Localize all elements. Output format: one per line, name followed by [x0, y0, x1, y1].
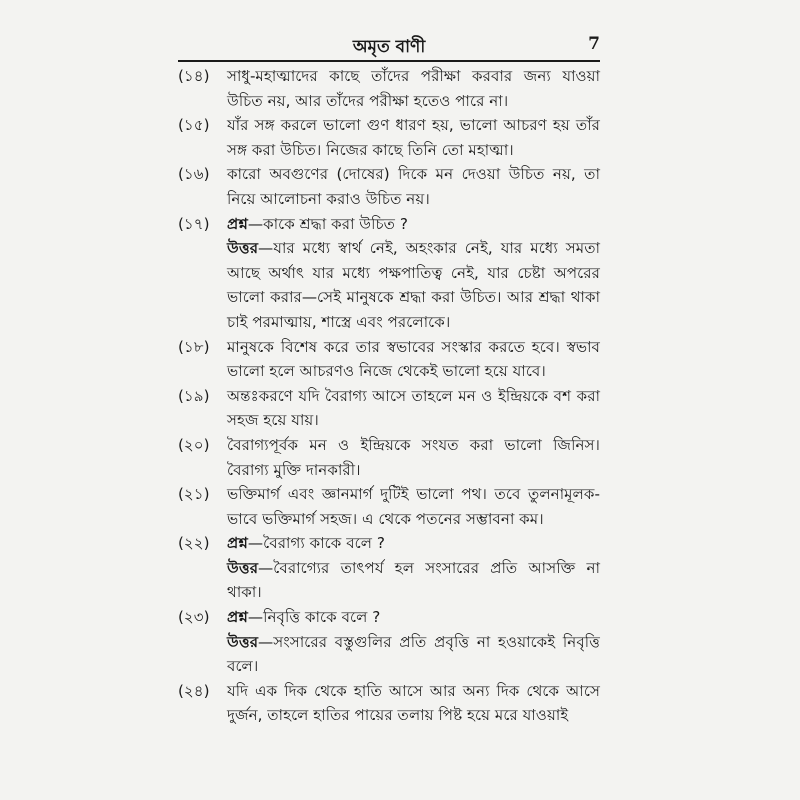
entry-text: অন্তঃকরণে যদি বৈরাগ্য আসে তাহলে মন ও ইন্দ্রিয়কে বশ করা সহজ হয়ে যায়। — [227, 386, 600, 430]
entry-text: কারো অবগুণের (দোষের) দিকে মন দেওয়া উচিত নয়, তা নিয়ে আলোচনা করাও উচিত নয়। — [227, 165, 600, 208]
entry-text: মানুষকে বিশেষ করে তার স্বভাবের সংস্কার করতে হবে। স্বভাব ভালো হলে আচরণও নিজে থেকেই ভালো হয়ে যাবে। — [227, 337, 600, 381]
answer-label: উত্তর — [227, 558, 259, 577]
question-line — [227, 605, 600, 630]
entry-number: (১৭) — [178, 214, 210, 233]
answer-text: —সংসারের বস্তুগুলির প্রতি প্রবৃত্তি না হওয়াকেই নিবৃত্তি বলে। — [227, 632, 600, 676]
entry-17 — [178, 212, 600, 335]
answer-text: —যার মধ্যে স্বার্থ নেই, অহংকার নেই, যার মধ্যে সমতা আছে অর্থাৎ যার মধ্যে পক্ষপাতিত্ব নেই, যার চেষ্টা অপরের ভালো করার—সেই মানুষকে শ্রদ্ধা করা উচিত। আর শ্রদ্ধা থাকা চাই পরমাত্মায়, শাস্ত্রে এবং পরলোকে। — [227, 239, 600, 331]
entry-16 — [178, 162, 600, 211]
question-text: —নিবৃত্তি কাকে বলে ? — [247, 608, 381, 627]
question-label: প্রশ্ন — [227, 608, 248, 627]
entry-number: (১৯) — [178, 386, 210, 405]
entry-24 — [178, 679, 600, 728]
entry-text: যাঁর সঙ্গ করলে ভালো গুণ ধারণ হয়, ভালো আচরণ হয় তাঁর সঙ্গ করা উচিত। নিজের কাছে তিনি তো মহাত্মা। — [227, 116, 600, 159]
page-body — [178, 64, 600, 728]
entry-text: বৈরাগ্যপূর্বক মন ও ইন্দ্রিয়কে সংযত করা ভালো জিনিস। বৈরাগ্য মুক্তি দানকারী। — [227, 435, 600, 479]
question-text: —কাকে শ্রদ্ধা করা উচিত ? — [247, 214, 408, 233]
entry-23 — [178, 605, 600, 679]
header-rule — [178, 60, 600, 62]
entry-14 — [178, 64, 600, 113]
entry-text: সাধু-মহাত্মাদের কাছে তাঁদের পরীক্ষা করবার জন্য যাওয়া উচিত নয়, আর তাঁদের পরীক্ষা হতেও পারে না। — [227, 67, 600, 110]
entry-number: (১৬) — [178, 165, 210, 184]
answer-line — [227, 556, 600, 605]
answer-label: উত্তর — [227, 632, 259, 651]
entry-19 — [178, 384, 600, 433]
entry-number: (১৪) — [178, 67, 210, 85]
entry-number: (১৫) — [178, 116, 210, 135]
entry-text: যদি এক দিক থেকে হাতি আসে আর অন্য দিক থেকে আসে দুর্জন, তাহলে হাতির পায়ের তলায় পিষ্ট হয়ে মরে যাওয়াই — [227, 681, 600, 725]
answer-label: উত্তর — [227, 239, 259, 258]
question-label: প্রশ্ন — [227, 534, 248, 553]
entry-text: ভক্তিমার্গ এবং জ্ঞানমার্গ দুটিই ভালো পথ। তবে তুলনামূলক-ভাবে ভক্তিমার্গ সহজ। এ থেকে পতনের সম্ভাবনা কম। — [227, 485, 600, 528]
entry-22 — [178, 531, 600, 605]
entry-20 — [178, 433, 600, 482]
entry-number: (১৮) — [178, 337, 210, 356]
entry-number: (২২) — [178, 534, 210, 553]
entry-number: (২১) — [178, 485, 210, 504]
entry-number: (২০) — [178, 435, 210, 454]
entry-15 — [178, 113, 600, 162]
page-number: 7 — [588, 34, 600, 54]
entry-number: (২৩) — [178, 608, 210, 627]
answer-line — [227, 630, 600, 679]
question-line — [227, 531, 600, 556]
header-title: অমৃত বাণী — [352, 37, 426, 57]
answer-text: —বৈরাগ্যের তাৎপর্য হল সংসারের প্রতি আসক্তি না থাকা। — [227, 558, 600, 602]
question-line — [227, 212, 600, 237]
entry-21 — [178, 482, 600, 531]
question-text: —বৈরাগ্য কাকে বলে ? — [247, 534, 385, 553]
answer-line — [227, 236, 600, 334]
entry-number: (২৪) — [178, 681, 210, 700]
question-label: প্রশ্ন — [227, 214, 248, 233]
entry-18 — [178, 335, 600, 384]
